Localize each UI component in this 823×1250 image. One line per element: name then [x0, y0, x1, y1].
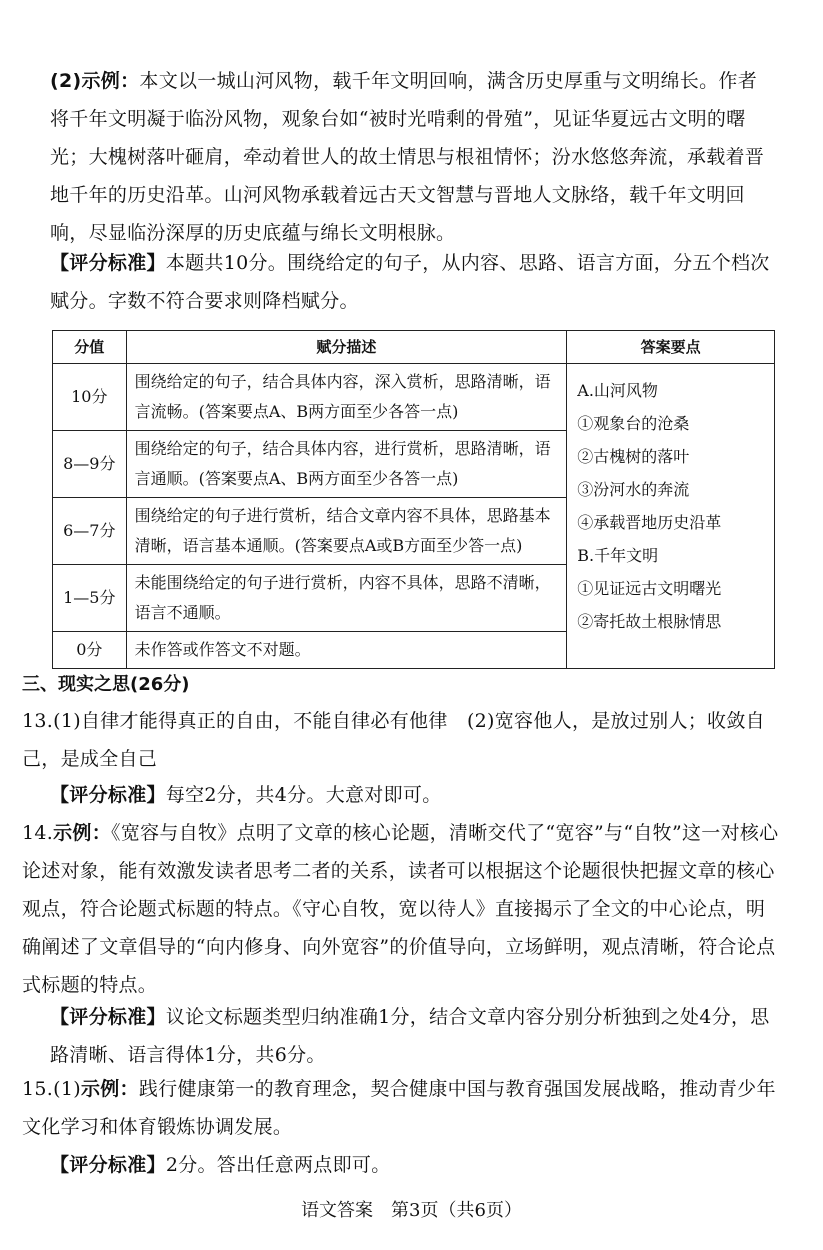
q12-criteria — [50, 244, 770, 320]
q13-number: 13. — [22, 710, 54, 732]
row-desc: 围绕给定的句子，结合具体内容，深入赏析，思路清晰，语言流畅。(答案要点A、B两方面至少各答一点) — [126, 364, 567, 431]
q15-number: 15. — [22, 1078, 54, 1100]
q12-part2-answer — [50, 62, 770, 252]
table-header-row — [53, 331, 775, 364]
header-score: 分值 — [53, 331, 127, 364]
point-item: ①观象台的沧桑 — [577, 414, 690, 433]
point-item: ④承载晋地历史沿革 — [577, 513, 722, 532]
q13-answer — [22, 702, 782, 778]
page-footer: 语文答案 第3页（共6页） — [301, 1200, 522, 1221]
q15-lead: 示例： — [80, 1078, 139, 1100]
row-score: 10分 — [53, 364, 127, 431]
point-item: B.千年文明 — [577, 546, 659, 565]
q14-criteria — [50, 998, 770, 1074]
row-score: 6—7分 — [53, 498, 127, 565]
header-desc: 赋分描述 — [126, 331, 567, 364]
point-item: ②古槐树的落叶 — [577, 447, 690, 466]
criteria-label: 【评分标准】 — [50, 252, 166, 274]
row-desc: 围绕给定的句子，结合具体内容，进行赏析，思路清晰，语言通顺。(答案要点A、B两方面至少各答一点) — [126, 431, 567, 498]
row-score: 8—9分 — [53, 431, 127, 498]
answer-points — [567, 364, 775, 669]
q15-answer — [22, 1070, 782, 1146]
row-score: 1—5分 — [53, 565, 127, 632]
row-score: 0分 — [53, 632, 127, 669]
q15-part: (1) — [53, 1078, 81, 1100]
criteria-text: 2分。答出任意两点即可。 — [165, 1154, 391, 1176]
row-desc: 未作答或作答文不对题。 — [126, 632, 567, 669]
q12-part2-text: 本文以一城山河风物，载千年文明回响，满含历史厚重与文明绵长。作者将千年文明凝于临汾风物，观象台如“被时光啃剩的骨殖”，见证华夏远古文明的曙光；大槐树落叶砸肩，牵动着世人的故土情思与根祖情怀；汾水悠悠奔流，承载着晋地千年的历史沿革。山河风物承载着远古天文智慧与晋地人文脉络，载千年文明回响，尽显临汾深厚的历史底蕴与绵长文明根脉。 — [50, 70, 765, 244]
criteria-text: 议论文标题类型归纳准确1分，结合文章内容分别分析独到之处4分，思路清晰、语言得体1分，共6分。 — [50, 1006, 770, 1066]
q15-criteria — [50, 1146, 770, 1184]
q14-text: 《宽容与自牧》点明了文章的核心论题，清晰交代了“宽容”与“自牧”这一对核心论述对象，能有效激发读者思考二者的关系，读者可以根据这个论题很快把握文章的核心观点，符合论题式标题的特点。《守心自牧，宽以待人》直接揭示了全文的中心论点，明确阐述了文章倡导的“向内修身、向外宽容”的价值导向，立场鲜明，观点清晰，符合论点式标题的特点。 — [22, 822, 779, 996]
q14-lead: 示例： — [53, 822, 112, 844]
grading-table — [52, 330, 775, 669]
q13-text: (1)自律才能得真正的自由，不能自律必有他律 (2)宽容他人，是放过别人；收敛自己，是成全自己 — [22, 710, 765, 770]
row-desc: 未能围绕给定的句子进行赏析，内容不具体，思路不清晰，语言不通顺。 — [126, 565, 567, 632]
q15-text: 践行健康第一的教育理念，契合健康中国与教育强国发展战略，推动青少年文化学习和体育锻炼协调发展。 — [22, 1078, 776, 1138]
q12-part2-lead: (2)示例： — [50, 70, 140, 92]
criteria-label: 【评分标准】 — [50, 1154, 166, 1176]
point-item: ②寄托故土根脉情思 — [577, 612, 722, 631]
point-item: ③汾河水的奔流 — [577, 480, 690, 499]
row-desc: 围绕给定的句子进行赏析，结合文章内容不具体，思路基本清晰，语言基本通顺。(答案要点A或B方面至少答一点) — [126, 498, 567, 565]
point-item: A.山河风物 — [577, 381, 658, 400]
criteria-text: 每空2分，共4分。大意对即可。 — [165, 784, 442, 806]
q14-answer — [22, 814, 782, 1004]
point-item: ①见证远古文明曙光 — [577, 579, 722, 598]
criteria-label: 【评分标准】 — [50, 1006, 166, 1028]
q13-criteria — [50, 776, 770, 814]
q14-number: 14. — [22, 822, 54, 844]
criteria-text: 本题共10分。围绕给定的句子，从内容、思路、语言方面，分五个档次赋分。字数不符合要求则降档赋分。 — [50, 252, 770, 312]
criteria-label: 【评分标准】 — [50, 784, 166, 806]
header-points: 答案要点 — [567, 331, 775, 364]
table-row — [53, 364, 775, 431]
section-title: 三、现实之思(26分) — [22, 674, 190, 695]
